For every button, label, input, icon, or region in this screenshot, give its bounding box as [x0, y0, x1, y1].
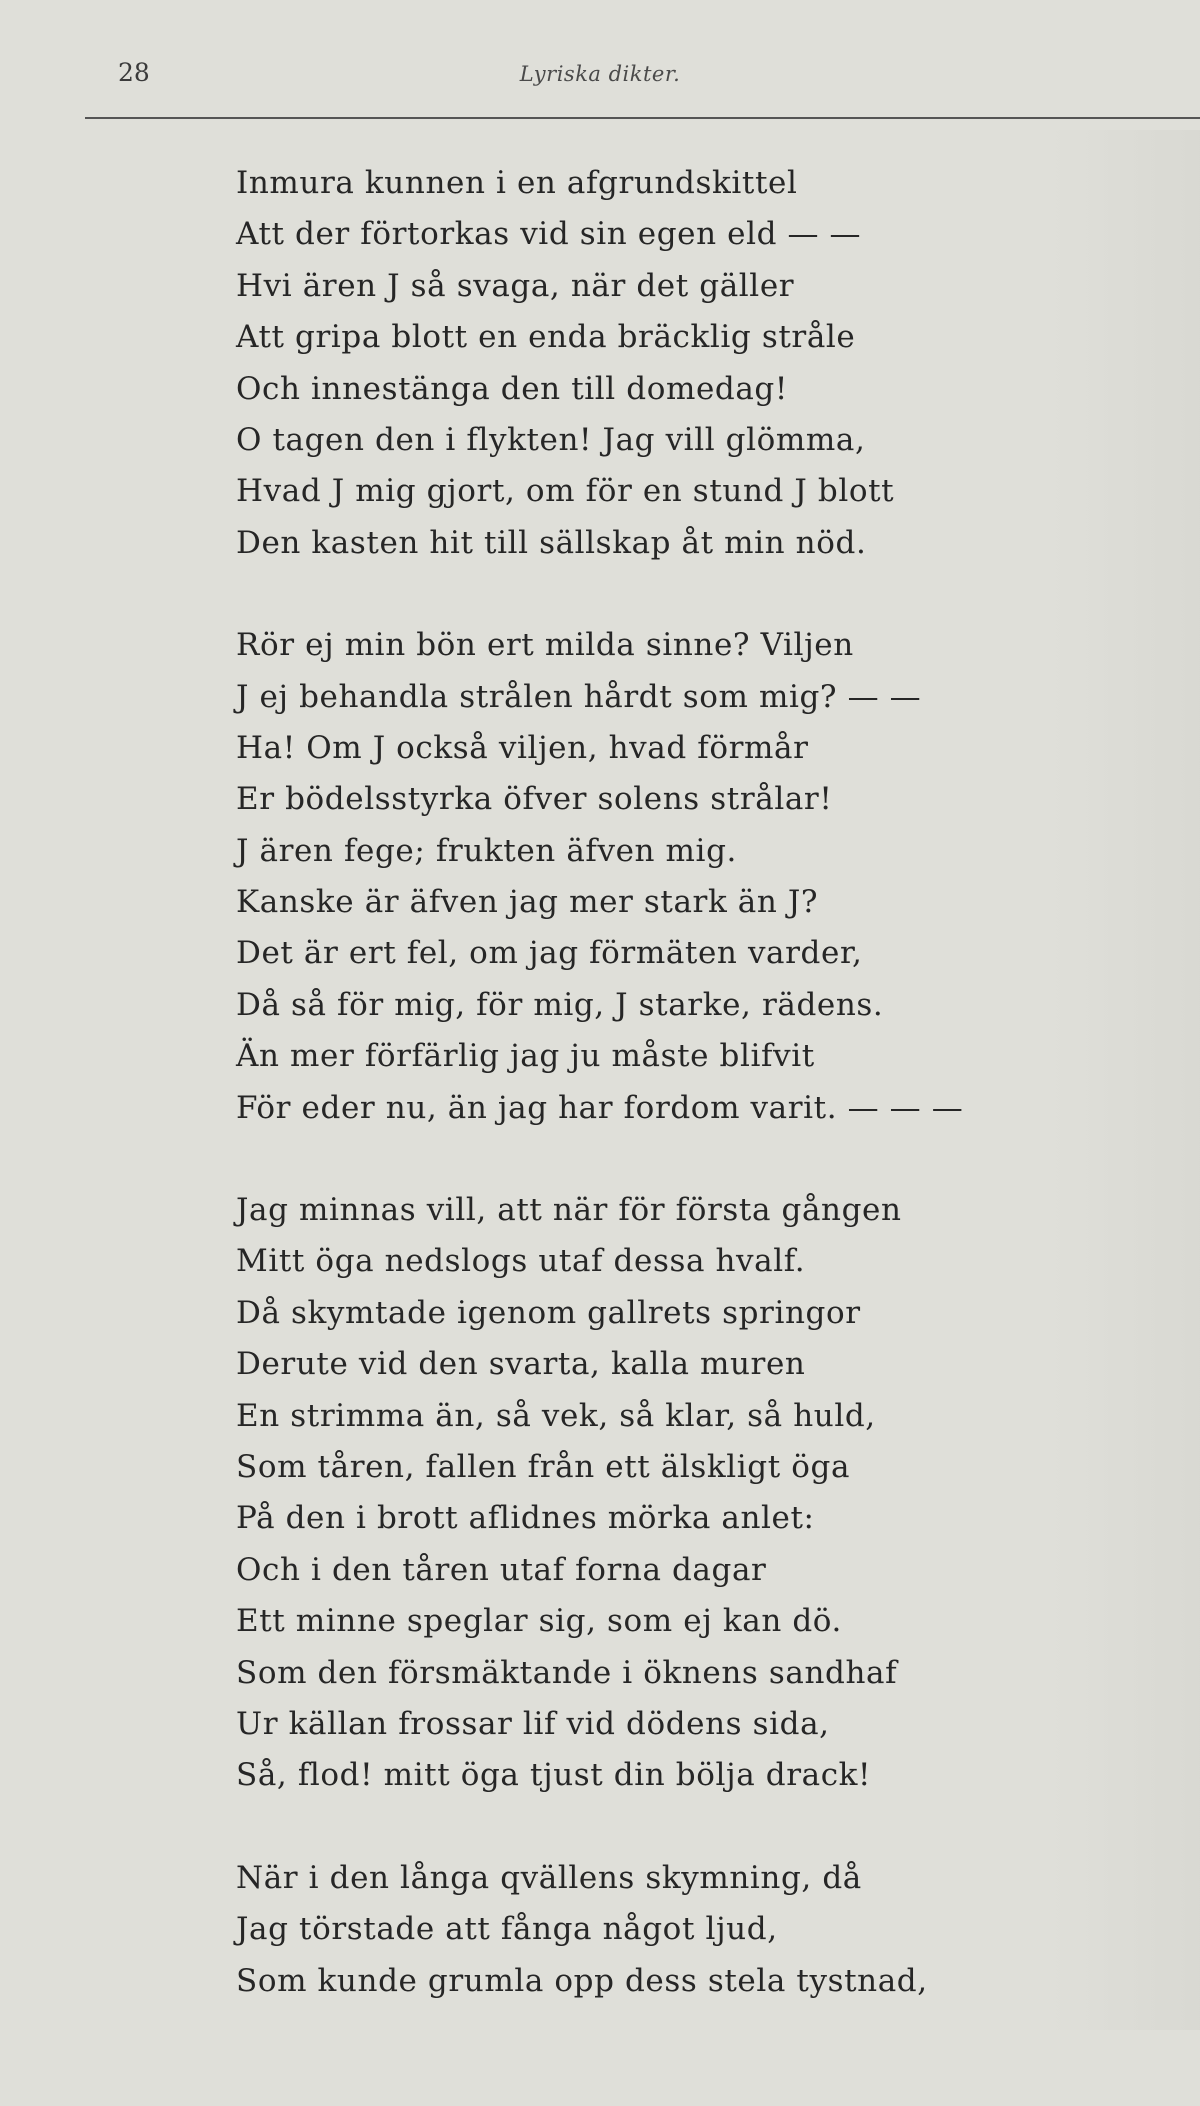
verse-line: Så, flod! mitt öga tjust din bölja drack!	[236, 1757, 872, 1794]
verse-line: Mitt öga nedslogs utaf dessa hvalf.	[236, 1243, 806, 1280]
verse-line: J ej behandla strålen hårdt som mig? — —	[236, 678, 922, 715]
verse-line: Ett minne speglar sig, som ej kan dö.	[236, 1603, 842, 1640]
verse-line: Den kasten hit till sällskap åt min nöd.	[236, 524, 867, 561]
stanza	[236, 620, 1116, 1134]
header-rule	[85, 117, 1200, 119]
verse-line: Att der förtorkas vid sin egen eld — —	[236, 216, 862, 253]
verse-line: Hvad J mig gjort, om för en stund J blott	[236, 473, 895, 510]
verse-line: Än mer förfärlig jag ju måste blifvit	[236, 1038, 815, 1075]
verse-line: Er bödelsstyrka öfver solens strålar!	[236, 781, 833, 818]
verse-line: O tagen den i flykten! Jag vill glömma,	[236, 421, 866, 458]
verse-line: Jag törstade att fånga något ljud,	[236, 1911, 778, 1948]
poem-body	[236, 158, 1116, 2058]
verse-line: För eder nu, än jag har fordom varit. — — —	[236, 1089, 964, 1126]
running-head: Lyriska dikter.	[519, 62, 681, 86]
stanza	[236, 1185, 1116, 1802]
stanza	[236, 158, 1116, 569]
verse-line: Inmura kunnen i en afgrundskittel	[236, 165, 798, 201]
verse-line: Som kunde grumla opp dess stela tystnad,	[236, 1962, 928, 1999]
verse-line: Ur källan frossar lif vid dödens sida,	[236, 1705, 830, 1742]
verse-line: När i den långa qvällens skymning, då	[236, 1859, 862, 1896]
verse-line: På den i brott aflidnes mörka anlet:	[236, 1500, 815, 1537]
verse-line: J ären fege; frukten äfven mig.	[236, 832, 737, 869]
verse-line: Jag minnas vill, att när för första gången	[236, 1192, 902, 1229]
verse-line: Att gripa blott en enda bräcklig stråle	[236, 319, 856, 356]
verse-line: Som tåren, fallen från ett älskligt öga	[236, 1448, 851, 1485]
stanza	[236, 1853, 1116, 2007]
verse-line: Som den försmäktande i öknens sandhaf	[236, 1654, 898, 1691]
verse-line: Derute vid den svarta, kalla muren	[236, 1346, 806, 1383]
page-header	[0, 56, 1200, 96]
verse-line: Ha! Om J också viljen, hvad förmår	[236, 729, 809, 766]
verse-line: Det är ert fel, om jag förmäten varder,	[236, 935, 863, 972]
verse-line: Och innestänga den till domedag!	[236, 370, 788, 407]
verse-line: Kanske är äfven jag mer stark än J?	[236, 884, 819, 921]
verse-line: Då så för mig, för mig, J starke, rädens.	[236, 986, 884, 1023]
page-number: 28	[118, 58, 150, 87]
verse-line: En strimma än, så vek, så klar, så huld,	[236, 1397, 876, 1434]
verse-line: Och i den tåren utaf forna dagar	[236, 1551, 767, 1588]
verse-line: Rör ej min bön ert milda sinne? Viljen	[236, 627, 854, 664]
verse-line: Då skymtade igenom gallrets springor	[236, 1294, 861, 1331]
verse-line: Hvi ären J så svaga, när det gäller	[236, 267, 795, 304]
